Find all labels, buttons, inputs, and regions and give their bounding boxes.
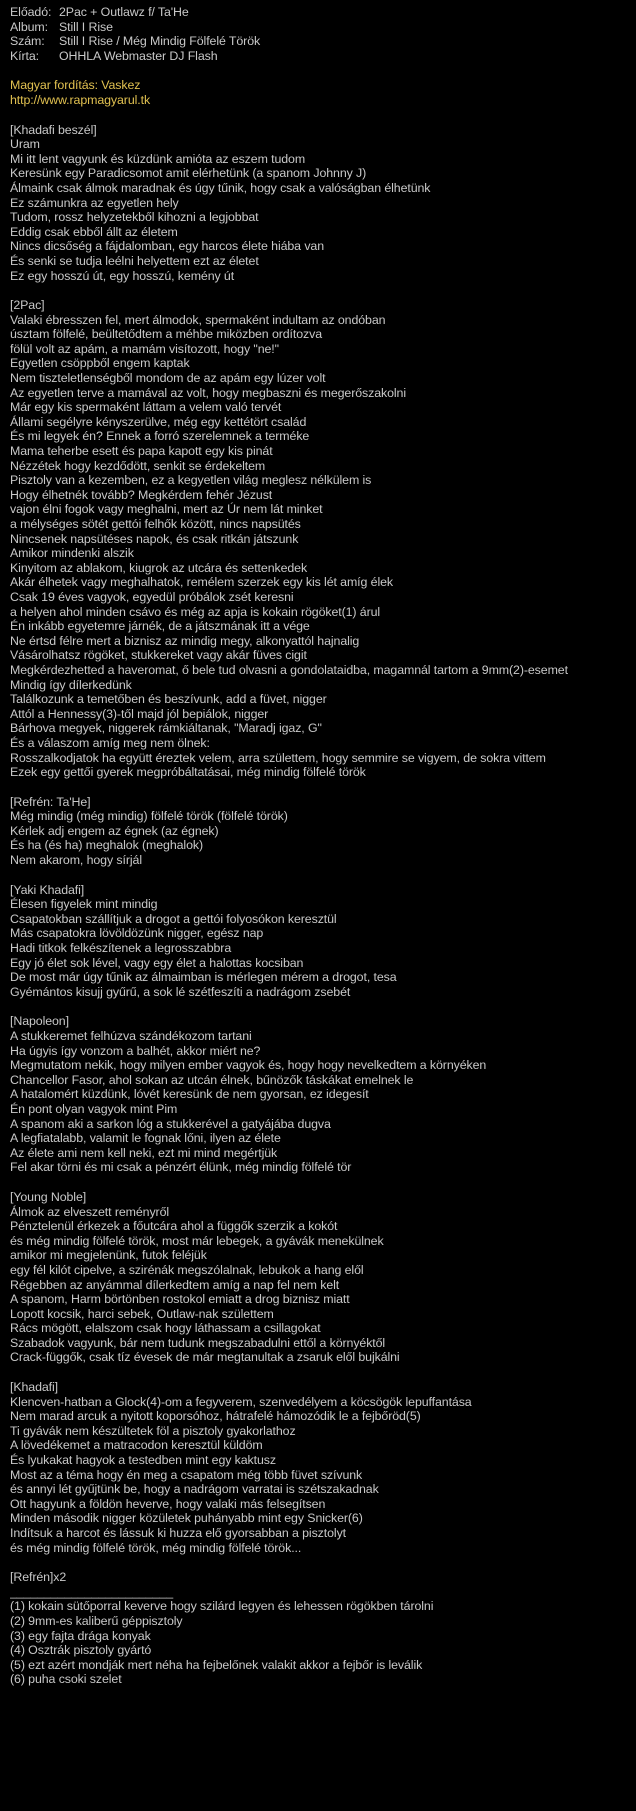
lyric-line: A lövedékemet a matracodon keresztül küldöm (10, 1438, 263, 1453)
lyric-line: Mindig így dílerkedünk (10, 677, 132, 692)
meta-value: OHHLA Webmaster DJ Flash (59, 48, 218, 63)
verse-header: [Refrén: Ta'He] (10, 794, 91, 809)
lyric-line: Csak 19 éves vagyok, egyedül próbálok zsét keresni (10, 589, 294, 604)
verse-header: [Khadafi] (10, 1380, 59, 1395)
lyric-line: és annyi lét gyűjtünk be, hogy a nadrágom varratai is szétszakadnak (10, 1482, 379, 1497)
lyric-line: Az élete ami nem kell neki, ezt mi mind megértjük (10, 1145, 278, 1160)
lyric-line: Nem akarom, hogy sírjál (10, 853, 142, 868)
spacer (10, 63, 630, 78)
meta-row (10, 20, 630, 35)
lyric-line: Eddig csak ebből állt az életem (10, 224, 178, 239)
lyric-line: Keresünk egy Paradicsomot amit elérhetünk (a spanom Johnny J) (10, 166, 367, 181)
lyric-line: Pisztoly van a kezemben, ez a kegyetlen világ meglesz nélkülem is (10, 473, 372, 488)
lyric-line: Ez egy hosszú út, egy hosszú, kemény út (10, 268, 235, 283)
footnote-divider: ________________________ (10, 1584, 173, 1599)
lyric-line: Ti gyávák nem készültetek föl a pisztoly gyakorlathoz (10, 1423, 296, 1438)
verse-block (10, 1190, 630, 1380)
lyric-line: Attól a Hennessy(3)-től majd jól bepiálok, nigger (10, 706, 269, 721)
spacer (10, 780, 630, 795)
lyric-line: Élesen figyelek mint mindig (10, 897, 158, 912)
lyric-line: Crack-függők, csak tíz évesek de már megtanultak a zsaruk elől bujkálni (10, 1350, 400, 1365)
lyric-line: De most már úgy tűnik az álmaimban is mérlegen mérem a drogot, tesa (10, 970, 397, 985)
footnote-item: (1) kokain sütőporral keverve hogy szilárd legyen és lehessen rögökben tárolni (10, 1599, 434, 1614)
verse-header: [Yaki Khadafi] (10, 882, 85, 897)
lyric-line: Rács mögött, elalszom csak hogy láthassam a csillagokat (10, 1321, 321, 1336)
verse-block (10, 1380, 630, 1570)
lyric-line: Egy jó élet sok lével, vagy egy élet a halottas kocsiban (10, 955, 304, 970)
meta-value: Still I Rise / Még Mindig Fölfelé Török (59, 34, 261, 49)
lyric-line: Megkérdezhetted a haveromat, ő bele tud olvasni a gondolataidba, magamnál tartom a 9mm(2)-esemet (10, 662, 568, 677)
spacer (10, 108, 630, 123)
outro-refrain: [Refrén]x2 (10, 1570, 67, 1585)
lyric-line: Vásárolhatsz rögöket, stukkereket vagy akár füves cigit (10, 648, 307, 663)
lyric-line: Mi itt lent vagyunk és küzdünk amióta az eszem tudom (10, 151, 306, 166)
lyric-line: A legfiatalabb, valamit le fognak lőni, ilyen az élete (10, 1131, 281, 1146)
footnote-item: (4) Osztrák pisztoly gyártó (10, 1643, 152, 1658)
lyric-line: úsztam fölfelé, beültetődtem a méhbe miközben ordítozva (10, 327, 323, 342)
lyric-line: A spanom aki a sarkon lóg a stukkerével a gatyájába dugva (10, 1116, 331, 1131)
lyric-line: A stukkeremet felhúzva szándékozom tartani (10, 1029, 252, 1043)
lyric-line: és még mindig fölfelé török, még mindig fölfelé török... (10, 1540, 302, 1555)
lyrics-body (10, 123, 630, 1571)
lyric-line: Amikor mindenki alszik (10, 546, 134, 561)
lyric-line: Bárhova megyek, niggerek rámkiáltanak, "Maradj igaz, G" (10, 721, 322, 736)
lyric-line: Állami segélyre kényszerülve, még egy kettétört család (10, 414, 307, 429)
lyric-line: Megmutatom nekik, hogy milyen ember vagyok és, hogy hogy nevelkedtem a környéken (10, 1058, 487, 1073)
lyric-line: Chancellor Fasor, ahol sokan az utcán élnek, bűnözők táskákat emelnek le (10, 1072, 414, 1087)
lyric-line: Valaki ébresszen fel, mert álmodok, spermaként indultam az ondóban (10, 312, 386, 327)
verse-header: [Khadafi beszél] (10, 122, 97, 137)
spacer (10, 999, 630, 1014)
lyric-line: Kinyitom az ablakom, kiugrok az utcára és settenkedek (10, 560, 308, 575)
lyric-line: És lyukakat hagyok a testedben mint egy kaktusz (10, 1453, 276, 1468)
lyric-line: és még mindig fölfelé török, most már lebegek, a gyávák menekülnek (10, 1233, 384, 1248)
lyric-line: Rosszalkodjatok ha együtt éreztek velem, arra születtem, hogy semmire se vigyem, de sokra vittem (10, 750, 546, 765)
footnote-item: (5) ezt azért mondják mert néha ha fejbelőnek valakit akkor a fejbőr is leválik (10, 1657, 423, 1672)
lyric-line: Az egyetlen terve a mamával az volt, hogy megbaszni és megerőszakolni (10, 385, 406, 400)
lyric-line: Ezek egy gettői gyerek megpróbáltatásai, még mindig fölfelé török (10, 765, 366, 780)
lyric-line: Nem tiszteletlenségből mondom de az apám egy lúzer volt (10, 371, 326, 386)
lyric-line: És senki se tudja leélni helyettem ezt az életet (10, 253, 259, 268)
lyric-line: Ne értsd félre mert a biznisz az mindig megy, alkonyattól hajnalig (10, 633, 360, 648)
lyric-line: amikor mi megjelenünk, futok feléjük (10, 1248, 207, 1263)
lyric-line: Kérlek adj engem az égnek (az égnek) (10, 823, 219, 838)
lyric-line: És a válaszom amíg meg nem ölnek: (10, 735, 210, 750)
lyric-line: vajon élni fogok vagy meghalni, mert az Úr nem lát minket (10, 502, 323, 517)
lyric-line: Szabadok vagyunk, bár nem tudunk megszabadulni ettől a környéktől (10, 1335, 386, 1350)
lyric-line: a mélységes sötét gettói felhők között, nincs napsütés (10, 517, 301, 531)
lyric-line: Csapatokban szállítjuk a drogot a gettói folyosókon keresztül (10, 911, 337, 926)
translator-credit: Magyar fordítás: Vaskez (10, 78, 141, 93)
lyric-line: Lopott kocsik, harci sebek, Outlaw-nak születtem (10, 1306, 274, 1321)
verse-block (10, 298, 630, 795)
lyric-line: Más csapatokra lövöldözünk nigger, egész nap (10, 926, 264, 941)
lyric-line: Minden második nigger közületek puhányabb mint egy Snicker(6) (10, 1511, 363, 1526)
song-meta (10, 5, 630, 63)
lyric-line: És ha (és ha) meghalok (meghalok) (10, 838, 203, 853)
verse-block (10, 1014, 630, 1190)
lyric-line: Nincs dicsőség a fájdalomban, egy harcos élete hiába van (10, 239, 324, 254)
lyric-line: Klencven-hatban a Glock(4)-om a fegyverem, szenvedélyem a köcsögök lepuffantása (10, 1394, 472, 1409)
lyric-line: Ott hagyunk a földön heverve, hogy valaki más felsegítsen (10, 1496, 326, 1511)
lyric-line: Még mindig (még mindig) fölfelé török (fölfelé török) (10, 809, 288, 824)
lyric-line: Mama teherbe esett és papa kapott egy kis pinát (10, 444, 273, 459)
lyric-line: Akár élhetek vagy meghalhatok, remélem szerzek egy kis lét amíg élek (10, 575, 393, 590)
footnote-item: (2) 9mm-es kaliberű géppisztoly (10, 1613, 183, 1628)
lyric-line: Most az a téma hogy én meg a csapatom még több füvet szívunk (10, 1467, 363, 1482)
lyric-line: Ha úgyis így vonzom a balhét, akkor miért ne? (10, 1043, 261, 1058)
lyric-line: Álmaink csak álmok maradnak és úgy tűnik, hogy csak a valóságban élhetünk (10, 180, 431, 195)
footnotes (10, 1599, 630, 1687)
meta-row (10, 34, 630, 49)
meta-value: 2Pac + Outlawz f/ Ta'He (59, 5, 189, 19)
meta-label: Előadó: (10, 5, 52, 19)
lyric-line: Hadi titkok felkészítenek a legrosszabbra (10, 941, 232, 956)
lyric-line: Már egy kis spermaként láttam a velem való tervét (10, 400, 282, 415)
spacer (10, 1175, 630, 1190)
lyric-line: Nincsenek napsütéses napok, és csak ritkán játszunk (10, 531, 299, 546)
lyric-line: egy fél kilót cipelve, a szirénák megszólalnak, lebukok a hang elől (10, 1262, 364, 1277)
verse-block (10, 123, 630, 299)
spacer (10, 283, 630, 298)
meta-row (10, 49, 630, 64)
lyric-line: Tudom, rossz helyzetekből kihozni a legjobbat (10, 210, 259, 225)
lyric-line: fölül volt az apám, a mamám visítozott, hogy "ne!" (10, 341, 279, 356)
verse-header: [2Pac] (10, 298, 45, 313)
footnote-item: (3) egy fajta drága konyak (10, 1628, 151, 1643)
lyric-line: Nézzétek hogy kezdődött, senkit se érdekeltem (10, 458, 266, 473)
spacer (10, 868, 630, 883)
lyric-line: Hogy élhetnék tovább? Megkérdem fehér Jézust (10, 487, 273, 502)
lyric-line: Régebben az anyámmal dílerkedtem amíg a nap fel nem kelt (10, 1277, 340, 1292)
lyric-line: Ez számunkra az egyetlen hely (10, 195, 179, 210)
lyric-line: És mi legyek én? Ennek a forró szerelemnek a terméke (10, 429, 310, 444)
lyric-line: Pénztelenül érkezek a főutcára ahol a függők szerzik a kokót (10, 1219, 338, 1234)
translator-url-link[interactable]: http://www.rapmagyarul.tk (10, 92, 151, 107)
lyric-line: Egyetlen csöppből engem kaptak (10, 356, 190, 371)
spacer (10, 1365, 630, 1380)
verse-block (10, 883, 630, 1015)
lyric-line: Fel akar törni és mi csak a pénzért élünk, még mindig fölfelé tör (10, 1160, 352, 1175)
lyric-line: Találkozunk a temetőben és beszívunk, add a füvet, nigger (10, 692, 327, 707)
lyric-line: Én inkább egyetemre járnék, de a játszmának itt a vége (10, 619, 310, 634)
lyric-line: Gyémántos kisujj gyűrű, a sok lé szétfeszíti a nadrágom zsebét (10, 984, 351, 999)
lyric-line: Én pont olyan vagyok mint Pim (10, 1101, 178, 1116)
lyric-line: Uram (10, 137, 40, 152)
verse-header: [Young Noble] (10, 1189, 87, 1204)
verse-block (10, 795, 630, 883)
lyric-line: Nem marad arcuk a nyitott koporsóhoz, hátrafelé hámozódik le a fejbőröd(5) (10, 1409, 421, 1424)
verse-header: [Napoleon] (10, 1014, 69, 1029)
meta-label: Szám: (10, 34, 45, 49)
spacer (10, 1555, 630, 1570)
lyric-line: Álmok az elveszett reményről (10, 1204, 170, 1219)
meta-label: Album: (10, 19, 48, 34)
lyric-line: a helyen ahol minden csávo és még az apja is kokain rögöket(1) árul (10, 604, 381, 619)
meta-value: Still I Rise (59, 19, 113, 34)
lyric-line: Indítsuk a harcot és lássuk ki huzza elő gyorsabban a pisztolyt (10, 1526, 347, 1540)
lyric-line: A hatalomért küzdünk, lóvét keresünk de nem gyorsan, ez idegesít (10, 1087, 369, 1102)
footnote-item: (6) puha csoki szelet (10, 1672, 122, 1687)
lyric-line: A spanom, Harm börtönben rostokol emiatt a drog biznisz miatt (10, 1292, 350, 1307)
meta-label: Kírta: (10, 48, 40, 63)
meta-row (10, 5, 630, 20)
